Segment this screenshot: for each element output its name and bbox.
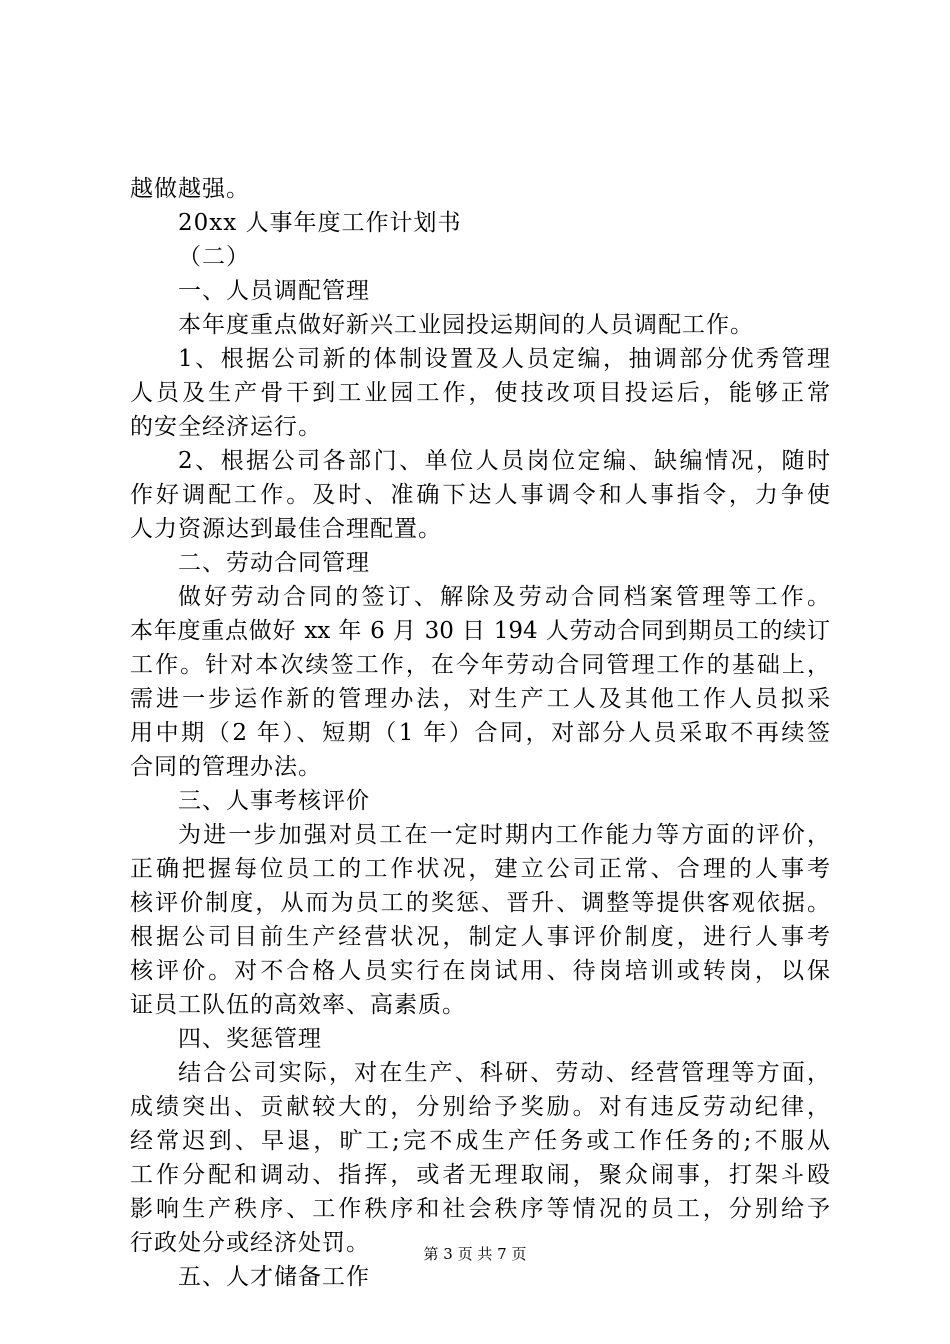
text-line: 人力资源达到最佳合理配置。 <box>130 516 442 542</box>
text-line: 影响生产秩序、工作秩序和社会秩序等情况的员工，分别给予 <box>130 1196 830 1222</box>
text-line: 工作。针对本次续签工作，在今年劳动合同管理工作的基础上， <box>130 652 830 678</box>
text-line: 需进一步运作新的管理办法，对生产工人及其他工作人员拟采 <box>130 686 830 712</box>
text-line: 五、人才储备工作 <box>178 1264 370 1290</box>
text-line: 1、根据公司新的体制设置及人员定编，抽调部分优秀管理 <box>178 346 830 372</box>
text-line: 2、根据公司各部门、单位人员岗位定编、缺编情况，随时 <box>178 448 830 474</box>
text-line: 越做越强。 <box>130 176 250 202</box>
page-footer: 第 3 页 共 7 页 <box>423 1245 527 1263</box>
text-line: 成绩突出、贡献较大的，分别给予奖励。对有违反劳动纪律， <box>130 1094 830 1120</box>
text-line: 工作分配和调动、指挥，或者无理取闹，聚众闹事，打架斗殴 <box>130 1162 830 1188</box>
text-line: 的安全经济运行。 <box>130 414 322 440</box>
text-line: （二） <box>178 244 250 270</box>
text-line: 合同的管理办法。 <box>130 754 322 780</box>
text-line: 核评价。对不合格人员实行在岗试用、待岗培训或转岗，以保 <box>130 958 830 984</box>
text-line: 结合公司实际，对在生产、科研、劳动、经营管理等方面， <box>178 1060 830 1086</box>
text-line: 用中期（2 年）、短期（1 年）合同，对部分人员采取不再续签 <box>130 720 830 746</box>
text-line: 做好劳动合同的签订、解除及劳动合同档案管理等工作。 <box>178 584 830 610</box>
text-line: 四、奖惩管理 <box>178 1026 322 1052</box>
text-line: 行政处分或经济处罚。 <box>130 1230 370 1256</box>
text-line: 根据公司目前生产经营状况，制定人事评价制度，进行人事考 <box>130 924 830 950</box>
text-line: 一、人员调配管理 <box>178 278 370 304</box>
text-line: 二、劳动合同管理 <box>178 550 370 576</box>
document-body <box>130 172 830 1294</box>
text-line: 三、人事考核评价 <box>178 788 370 814</box>
text-line: 经常迟到、早退，旷工;完不成生产任务或工作任务的;不服从 <box>130 1128 830 1154</box>
text-line: 本年度重点做好 xx 年 6 月 30 日 194 人劳动合同到期员工的续订 <box>130 618 830 644</box>
text-line: 证员工队伍的高效率、高素质。 <box>130 992 466 1018</box>
text-line: 20xx 人事年度工作计划书 <box>178 210 462 236</box>
text-line: 作好调配工作。及时、准确下达人事调令和人事指令，力争使 <box>130 482 830 508</box>
text-line: 人员及生产骨干到工业园工作，使技改项目投运后，能够正常 <box>130 380 830 406</box>
text-line: 本年度重点做好新兴工业园投运期间的人员调配工作。 <box>178 312 754 338</box>
text-line: 为进一步加强对员工在一定时期内工作能力等方面的评价， <box>178 822 830 848</box>
text-line: 正确把握每位员工的工作状况，建立公司正常、合理的人事考 <box>130 856 830 882</box>
text-line: 核评价制度，从而为员工的奖惩、晋升、调整等提供客观依据。 <box>130 890 830 916</box>
